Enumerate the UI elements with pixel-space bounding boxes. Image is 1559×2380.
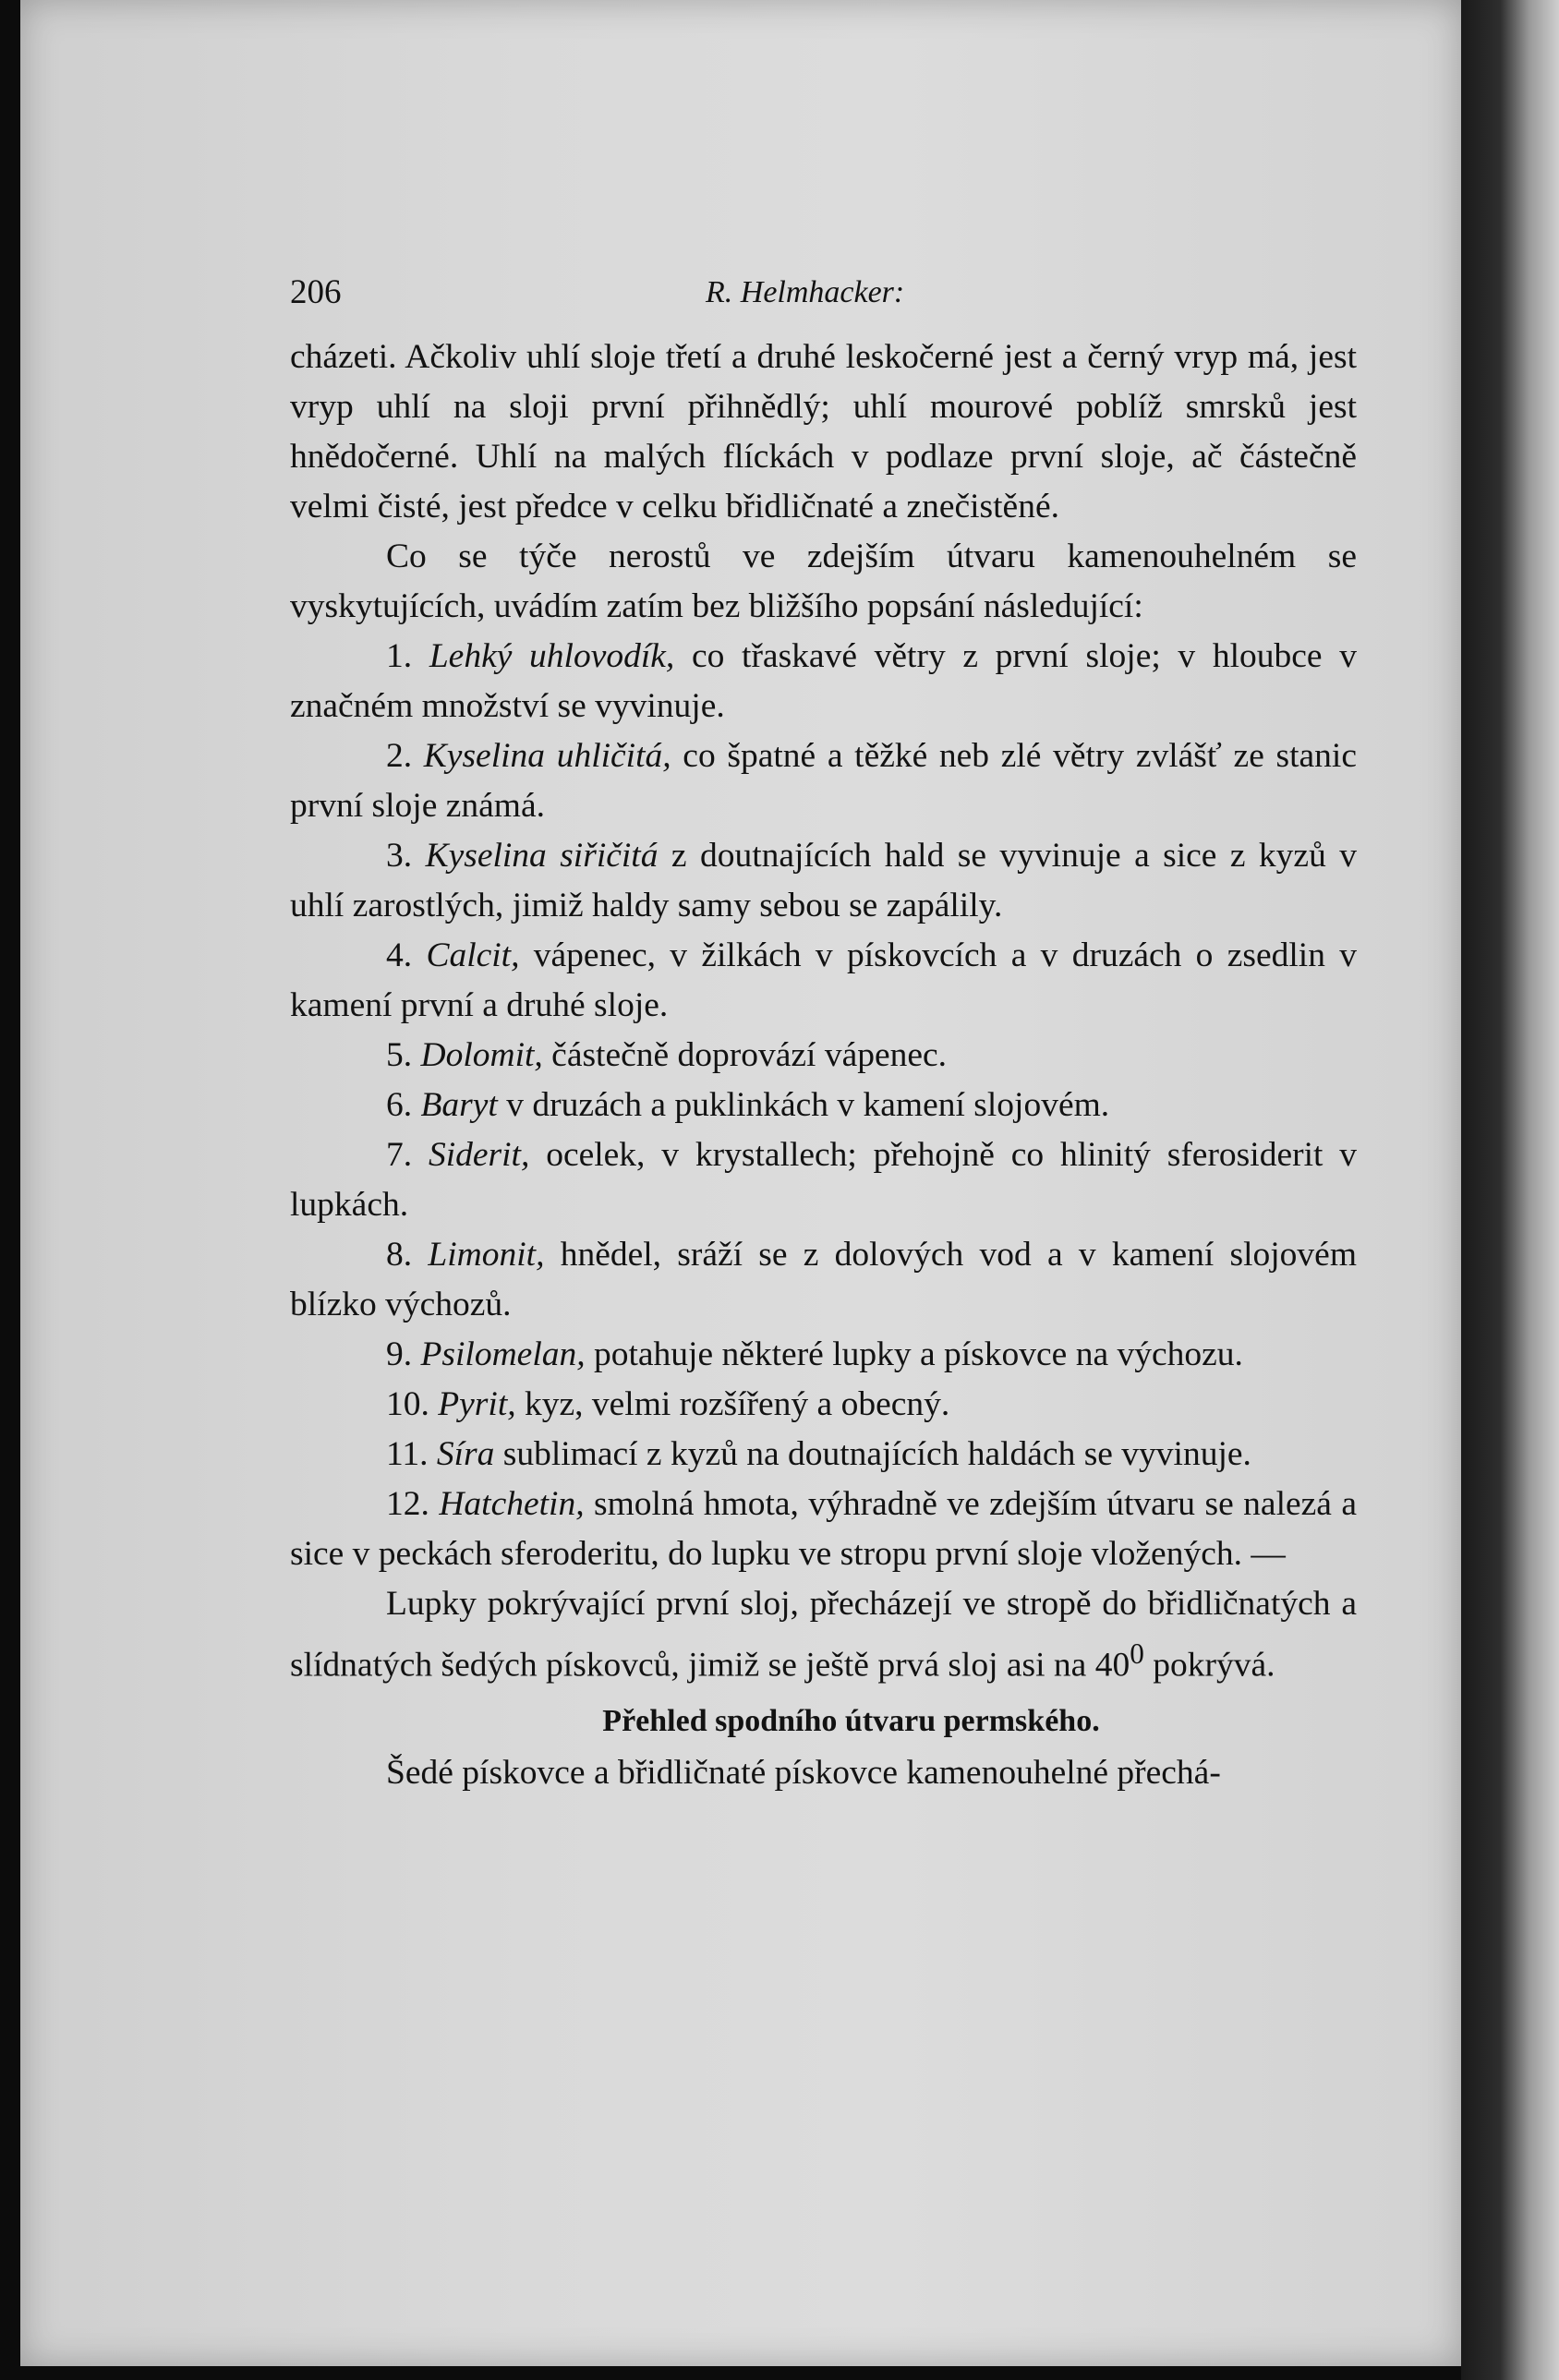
page-header [290, 268, 1357, 332]
item-text: vápenec, v žilkách v pískovcích a v druzách o zsedlin v kamení první a druhé sloje. [290, 936, 1358, 1024]
list-item [290, 831, 1357, 931]
item-number: 6. [386, 1086, 413, 1124]
running-head: R. Helmhacker: [706, 275, 905, 309]
item-number: 7. [386, 1136, 413, 1174]
page-number: 206 [290, 273, 342, 311]
mineral-name: Pyrit, [438, 1385, 516, 1423]
mineral-name: Kyselina siřičitá [425, 837, 659, 875]
item-number: 5. [386, 1036, 413, 1074]
item-text: částečně doprovází vápenec. [542, 1036, 948, 1074]
list-item [290, 1480, 1357, 1579]
paragraph-coal-streak: cházeti. Ačkoliv uhlí sloje třetí a druhé leskočerné jest a černý vryp má, jest vryp uhlí na sloji první přihnědlý; uhlí mourové poblíž smrsků jest hnědočerné. Uhlí na malých flíckách v podlaze první sloje, ač částečně velmi čisté, jest předce v celku břidličnaté a znečistěné. [290, 338, 1357, 526]
mineral-name: Síra [436, 1435, 495, 1473]
item-number: 9. [386, 1335, 413, 1373]
list-item [290, 632, 1357, 731]
list-item [290, 1430, 1357, 1480]
list-item [290, 1031, 1357, 1081]
list-item [290, 1081, 1357, 1130]
item-number: 3. [386, 837, 413, 875]
item-text: hnědel, sráží se z dolových vod a v kamení slojovém blízko výchozů. [290, 1236, 1357, 1323]
mineral-name: Calcit, [426, 936, 520, 974]
item-number: 12. [386, 1485, 429, 1523]
list-item [290, 931, 1357, 1031]
section-title: Přehled spodního útvaru permského. [602, 1703, 1100, 1738]
item-number: 11. [386, 1435, 429, 1473]
mineral-list [290, 632, 1357, 1579]
item-text: v druzách a puklinkách v kamení slojovém. [497, 1086, 1110, 1124]
item-text: co špatné a těžké neb zlé větry zvlášť ze stanic první sloje známá. [290, 737, 1357, 825]
list-item [290, 1130, 1357, 1230]
list-item [290, 1230, 1357, 1330]
item-text: smolná hmota, výhradně ve zdejším útvaru se nalezá a sice v peckách sferoderitu, do lupku ve stropu první sloje vložených. — [290, 1485, 1358, 1573]
mineral-name: Siderit, [428, 1136, 530, 1174]
item-number: 10. [386, 1385, 429, 1423]
mineral-name: Hatchetin, [439, 1485, 585, 1523]
superscript: 0 [1130, 1637, 1144, 1670]
item-text: co třaskavé větry z první sloje; v hloubce v značném množství se vyvinuje. [290, 637, 1357, 725]
paragraph-text: Lupky pokrývající první sloj, přecházejí ve stropě do břidličnatých a slídnatých šedých pískovců, jimiž se ještě prvá sloj asi na 40 [290, 1585, 1357, 1685]
mineral-name: Kyselina uhličitá, [423, 737, 671, 775]
mineral-name: Psilomelan, [420, 1335, 586, 1373]
scanned-page [20, 0, 1461, 2366]
item-text: potahuje některé lupky a pískovce na výchozu. [585, 1335, 1243, 1373]
item-text: kyz, velmi rozšířený a obecný. [515, 1385, 950, 1423]
mineral-name: Dolomit, [420, 1036, 543, 1074]
mineral-name: Baryt [420, 1086, 498, 1124]
item-text: sublimací z kyzů na doutnajících haldách se vyvinuje. [494, 1435, 1251, 1473]
list-item [290, 1330, 1357, 1380]
scan-edge [1461, 0, 1559, 2380]
paragraph-minerals-intro: Co se týče nerostů ve zdejším útvaru kamenouhelném se vyskytujících, uvádím zatím bez bližšího popsání následující: [290, 538, 1357, 625]
item-text: ocelek, v krystallech; přehojně co hlinitý sferosiderit v lupkách. [290, 1136, 1358, 1224]
list-item [290, 731, 1357, 831]
item-text: z doutnajících hald se vyvinuje a sice z kyzů v uhlí zarostlých, jimiž haldy samy sebou se zapálily. [290, 837, 1357, 924]
paragraph-text-end: pokrývá. [1143, 1646, 1275, 1685]
item-number: 4. [386, 936, 413, 974]
mineral-name: Limonit, [428, 1236, 545, 1274]
item-number: 1. [386, 637, 413, 675]
list-item [290, 1380, 1357, 1430]
paragraph-sandstones: Šedé pískovce a břidličnaté pískovce kamenouhelné přechá- [386, 1753, 1221, 1792]
item-number: 2. [386, 737, 413, 775]
text-column [290, 268, 1357, 1798]
mineral-name: Lehký uhlovodík, [429, 637, 675, 675]
item-number: 8. [386, 1236, 413, 1274]
paragraph-shale-roof [290, 1579, 1357, 1691]
